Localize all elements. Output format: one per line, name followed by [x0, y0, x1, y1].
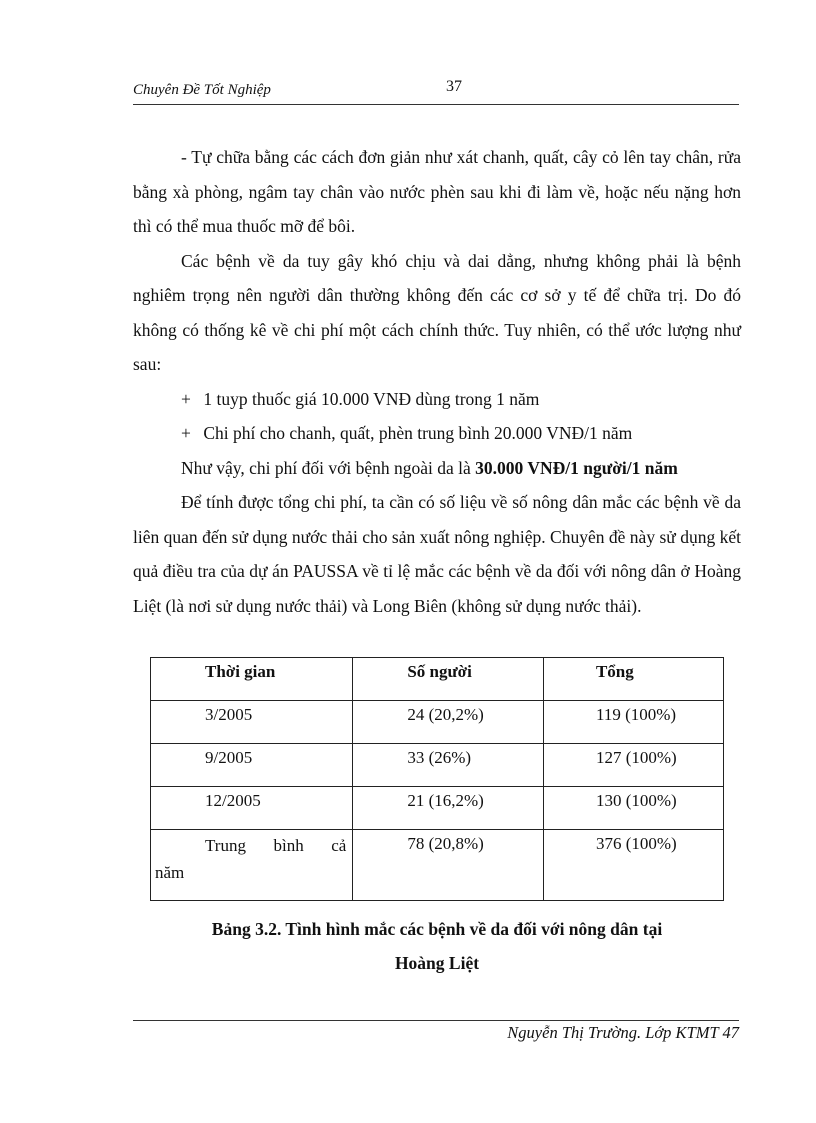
table-cell-total: 127 (100%)	[543, 744, 723, 787]
table-cell-time	[151, 830, 353, 901]
table-cell-count: 24 (20,2%)	[353, 701, 544, 744]
paragraph-survey-intro: Để tính được tổng chi phí, ta cần có số liệu về số nông dân mắc các bệnh về da liên quan đến sử dụng nước thải cho sản xuất nông nghiệp. Chuyên đề này sử dụng kết quả điều tra của dự án PAUSSA về tỉ lệ mắc các bệnh về da đối với nông dân ở Hoàng Liệt (là nơi sử dụng nước thải) và Long Biên (không sử dụng nước thải).	[133, 492, 741, 616]
page-footer	[133, 1020, 739, 1042]
table-cell-count: 33 (26%)	[353, 744, 544, 787]
paragraph-self-treatment: - Tự chữa bằng các cách đơn giản như xát chanh, quất, cây cỏ lên tay chân, rửa bằng xà phòng, ngâm tay chân vào nước phèn sau khi đi làm về, hoặc nếu nặng hơn thì có thể mua thuốc mỡ để bôi.	[133, 147, 741, 236]
table-header-row	[151, 658, 724, 701]
table-row-average	[151, 830, 724, 901]
table-row	[151, 787, 724, 830]
list-marker: +	[181, 388, 191, 409]
column-header-total: Tổng	[543, 658, 723, 701]
table-cell-time: 12/2005	[151, 787, 353, 830]
document-title: Chuyên Đề Tốt Nghiệp	[133, 82, 271, 98]
average-label-line	[151, 834, 352, 858]
footer-author: Nguyễn Thị Trường. Lớp KTMT 47	[507, 1023, 739, 1042]
caption-line: Bảng 3.2. Tình hình mắc các bệnh về da đối với nông dân tại	[211, 919, 663, 939]
list-item	[133, 382, 741, 417]
cost-summary-value: 30.000 VNĐ/1 người/1 năm	[475, 457, 678, 478]
average-label-wrap: năm	[155, 863, 185, 882]
table-caption	[133, 912, 741, 980]
table-cell-total: 376 (100%)	[543, 830, 723, 901]
skin-disease-table	[150, 657, 724, 901]
page-header	[133, 78, 739, 105]
table-cell-time: 9/2005	[151, 744, 353, 787]
caption-line: Hoàng Liệt	[394, 953, 480, 973]
paragraph-cost-summary	[133, 451, 741, 486]
table-cell-count: 78 (20,8%)	[353, 830, 544, 901]
cost-summary-text: Như vậy, chi phí đối với bệnh ngoài da là	[181, 457, 476, 478]
column-header-time: Thời gian	[151, 658, 353, 701]
table-row	[151, 701, 724, 744]
table-row	[151, 744, 724, 787]
column-header-count: Số người	[353, 658, 544, 701]
average-label-word: bình	[273, 836, 304, 855]
page-number: 37	[446, 78, 462, 95]
list-item-text: 1 tuyp thuốc giá 10.000 VNĐ dùng trong 1 năm	[203, 388, 540, 409]
table-cell-total: 130 (100%)	[543, 787, 723, 830]
list-item	[133, 416, 741, 451]
table-cell-total: 119 (100%)	[543, 701, 723, 744]
table-cell-count: 21 (16,2%)	[353, 787, 544, 830]
list-item-text: Chi phí cho chanh, quất, phèn trung bình 20.000 VNĐ/1 năm	[203, 423, 633, 443]
average-label-word: cả	[331, 836, 347, 855]
paragraph-skin-disease-cost: Các bệnh về da tuy gây khó chịu và dai dẳng, nhưng không phải là bệnh nghiêm trọng nên người dân thường không đến các cơ sở y tế để chữa trị. Do đó không có thống kê về chi phí một cách chính thức. Tuy nhiên, có thể ước lượng như sau:	[133, 250, 741, 374]
table-cell-time: 3/2005	[151, 701, 353, 744]
body-text	[133, 140, 741, 623]
average-label-word: Trung	[205, 836, 246, 855]
list-marker: +	[181, 423, 191, 443]
